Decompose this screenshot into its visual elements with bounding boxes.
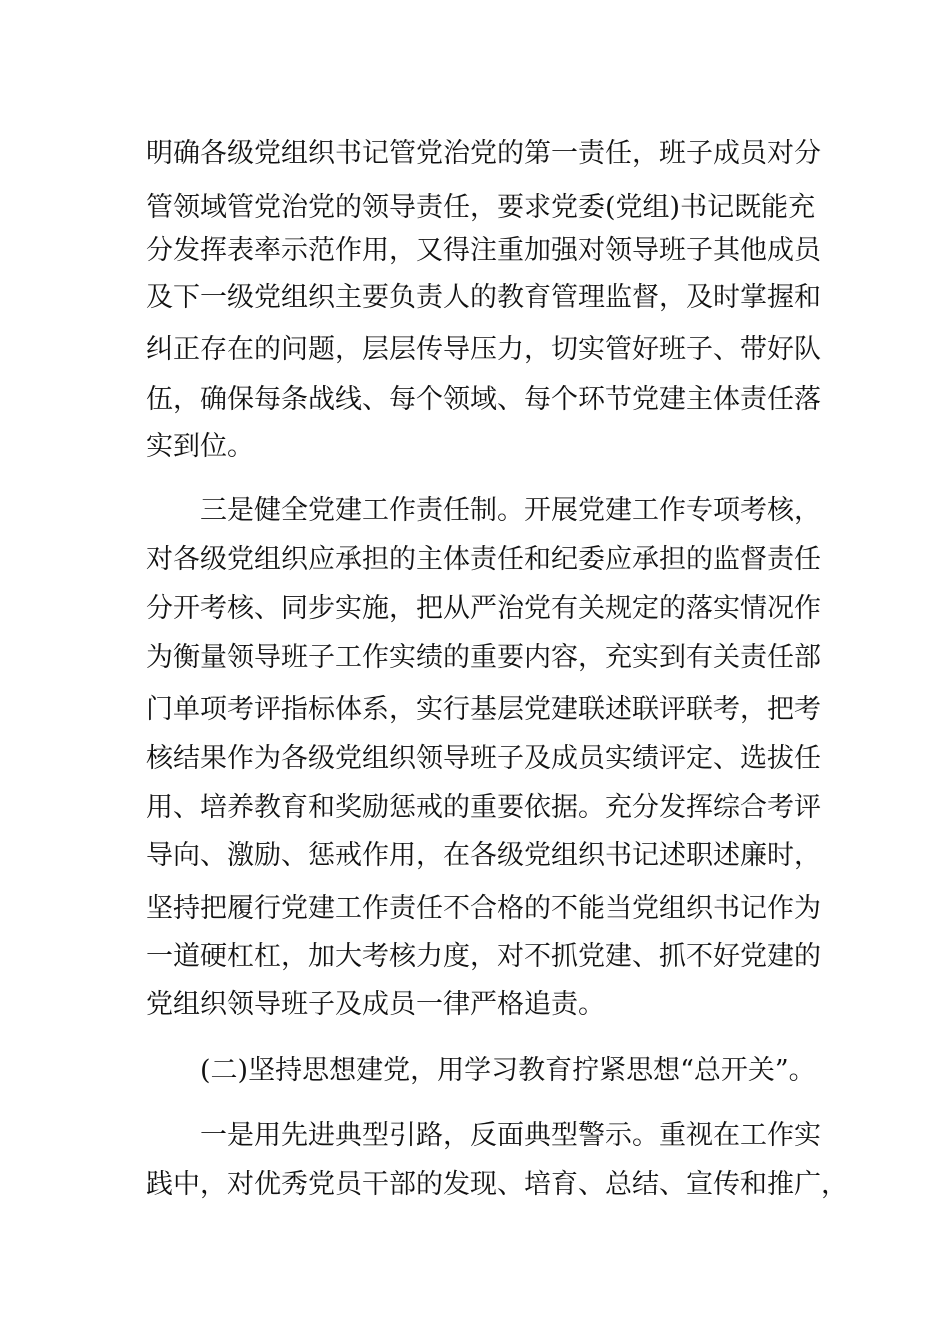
text-line: 坚持把履行党建工作责任不合格的不能当党组织书记作为 [146,893,821,924]
text-line: 实到位。 [146,431,254,462]
text-line: 导向、激励、惩戒作用，在各级党组织书记述职述廉时， [146,840,821,871]
text-line: 纠正存在的问题，层层传导压力，切实管好班子、带好队 [146,334,821,365]
text-line: 为衡量领导班子工作实绩的重要内容，充实到有关责任部 [146,642,821,673]
text-line: 伍，确保每条战线、每个领域、每个环节党建主体责任落 [146,384,821,415]
text-line: 门单项考评指标体系，实行基层党建联述联评联考，把考 [146,694,821,725]
text-line: 分开考核、同步实施，把从严治党有关规定的落实情况作 [146,593,821,624]
text-line: 三是健全党建工作责任制。开展党建工作专项考核， [200,495,821,526]
text-line: 管领域管党治党的领导责任，要求党委(党组)书记既能充 [146,192,816,223]
text-line: 党组织领导班子及成员一律严格追责。 [146,989,605,1020]
text-line: 一道硬杠杠，加大考核力度，对不抓党建、抓不好党建的 [146,941,821,972]
text-line: 分发挥表率示范作用，又得注重加强对领导班子其他成员 [146,235,821,266]
text-line: 对各级党组织应承担的主体责任和纪委应承担的监督责任 [146,544,821,575]
text-line: 明确各级党组织书记管党治党的第一责任，班子成员对分 [146,138,821,169]
text-line: 一是用先进典型引路，反面典型警示。重视在工作实 [200,1120,821,1151]
text-line: 核结果作为各级党组织领导班子及成员实绩评定、选拔任 [146,743,821,774]
text-line: 用、培养教育和奖励惩戒的重要依据。充分发挥综合考评 [146,792,821,823]
text-line: 及下一级党组织主要负责人的教育管理监督，及时掌握和 [146,282,821,313]
text-line: 践中，对优秀党员干部的发现、培育、总结、宣传和推广， [146,1169,848,1200]
text-line: (二)坚持思想建党，用学习教育拧紧思想“总开关”。 [200,1055,816,1086]
